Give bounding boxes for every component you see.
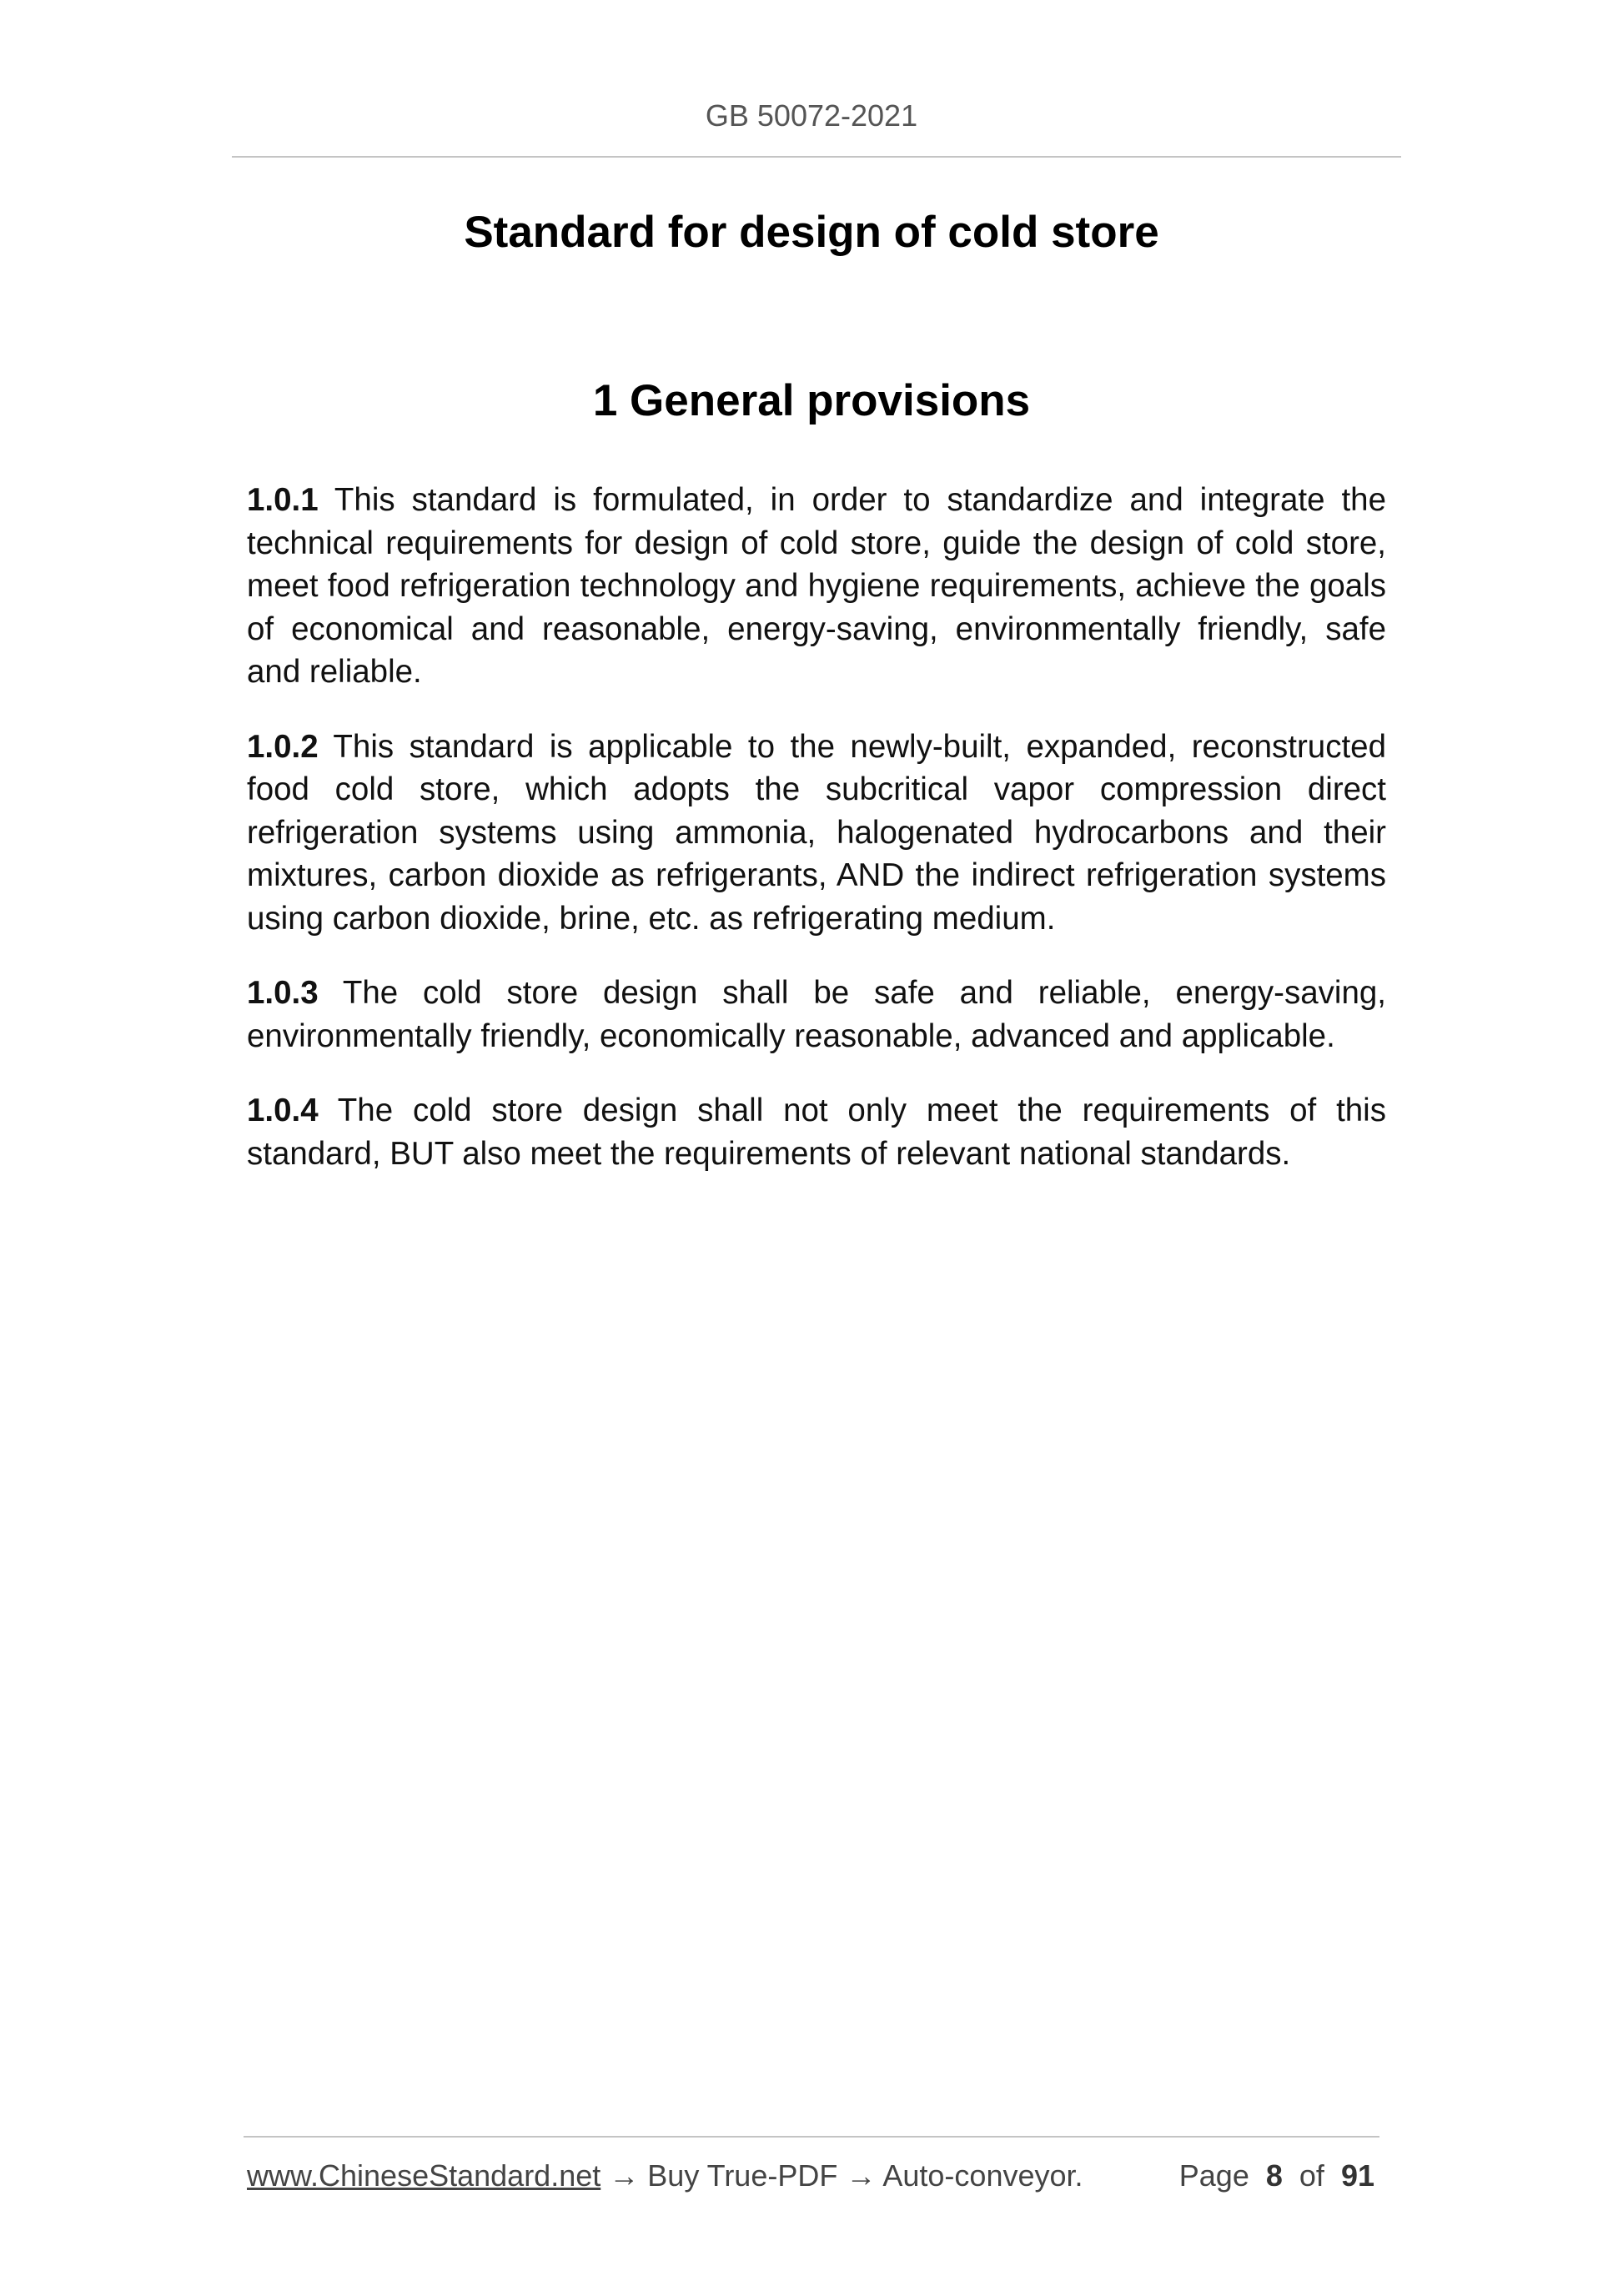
clause-1-0-3: [247, 972, 1386, 1058]
clause-number: 1.0.3: [247, 975, 319, 1011]
clause-1-0-1: [247, 479, 1386, 694]
website-link[interactable]: www.ChineseStandard.net: [247, 2158, 601, 2193]
footer-divider: [244, 2136, 1379, 2138]
clause-number: 1.0.1: [247, 482, 319, 518]
footer-promo: [247, 2158, 1083, 2193]
buy-pdf-text: Buy True-PDF: [647, 2158, 838, 2193]
current-page-number: 8: [1265, 2158, 1283, 2193]
auto-conveyor-text: Auto-conveyor.: [882, 2158, 1083, 2193]
chapter-title: 1 General provisions: [592, 376, 1031, 425]
page-footer: [247, 2158, 1378, 2198]
clause-text: The cold store design shall be safe and reliable, energy-saving, environmentally friendly, economically reasonable, advanced and applicable.: [247, 975, 1386, 1054]
clause-number: 1.0.4: [247, 1093, 319, 1128]
arrow-right-icon: →: [846, 2158, 877, 2193]
page-indicator: [1179, 2158, 1374, 2193]
total-pages: 91: [1340, 2158, 1374, 2193]
clause-text: The cold store design shall not only meet the requirements of this standard, BUT also meet the requirements of relevant national standards.: [247, 1093, 1386, 1172]
clause-text: This standard is applicable to the newly-built, expanded, reconstructed food cold store, which adopts the subcritical vapor compression direct refrigeration systems using ammonia, halogenated hydrocarbons and their mixtures, carbon dioxide as refrigerants, AND the indirect refrigeration systems using carbon dioxide, brine, etc. as refrigerating medium.: [247, 728, 1386, 937]
chapter-body: [247, 479, 1386, 1207]
page-header: [0, 98, 1623, 133]
clause-text: This standard is formulated, in order to standardize and integrate the technical requirements for design of cold store, guide the design of cold store, meet food refrigeration technology and hygiene requirements, achieve the goals of economical and reasonable, energy-saving, environmentally friendly, safe and reliable.: [247, 482, 1386, 690]
of-label: of: [1299, 2158, 1324, 2193]
clause-1-0-2: [247, 726, 1386, 941]
arrow-right-icon: →: [609, 2158, 640, 2193]
standard-code: GB 50072-2021: [705, 98, 918, 133]
document-title: Standard for design of cold store: [464, 208, 1159, 257]
page-label: Page: [1178, 2158, 1249, 2193]
header-divider: [232, 156, 1401, 158]
clause-1-0-4: [247, 1089, 1386, 1175]
clause-number: 1.0.2: [247, 728, 319, 765]
